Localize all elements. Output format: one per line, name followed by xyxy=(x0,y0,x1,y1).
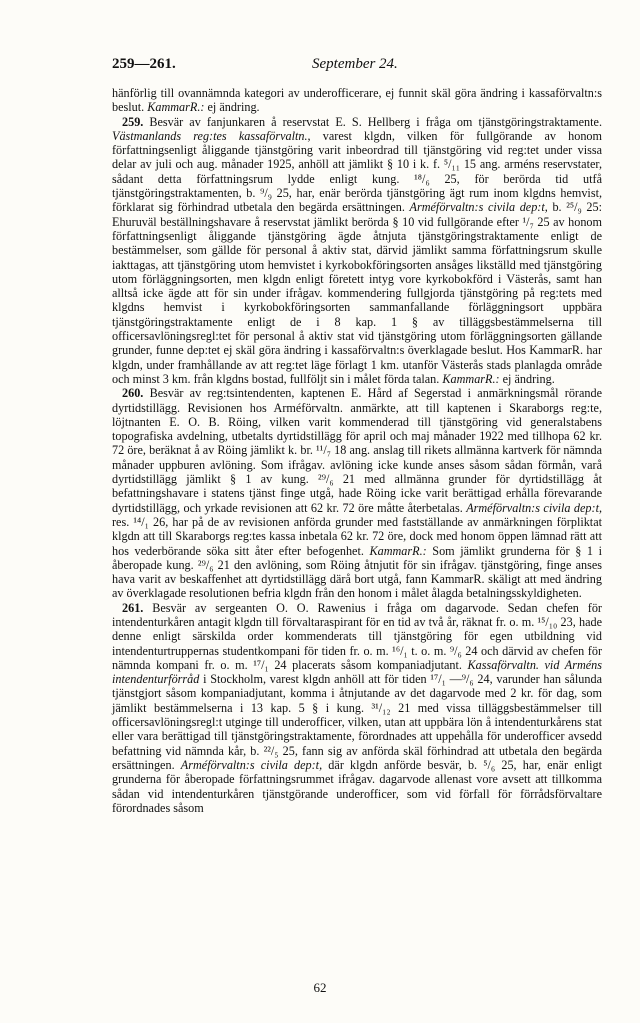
italic-text: KammarR.: xyxy=(369,543,427,558)
text-run: Som jämlikt grunderna för § 1 i åberopade kung. ²⁹/₆ 21 den avlöning, som Röing åtnjutit för sin ifrågav. tjänstgöring, finge anses hava varit av beskaffenhet att dyrtidstillägg därå bort utgå, fann KammarR. skäligt att med ändring av överklagade resolutionen befria klgdn från den honom i målet ålagda betalningsskyldigheten. xyxy=(112,543,602,601)
text-run: ej ändring. xyxy=(204,100,260,115)
section-number: 261. xyxy=(122,600,144,615)
page-number: 62 xyxy=(313,980,327,995)
page-header xyxy=(112,56,602,82)
italic-text: Kassaförvaltn. vid Arméns intendenturförråd xyxy=(112,657,602,687)
text-run: hänförlig till ovannämnda kategori av underofficerare, ej funnit skäl göra ändring i kassaförvaltn:s beslut. xyxy=(112,86,602,115)
paragraph xyxy=(112,86,602,115)
italic-text: KammarR.: xyxy=(442,371,500,386)
paragraph xyxy=(112,115,602,387)
section-number: 259. xyxy=(122,114,144,129)
body-text xyxy=(112,86,602,815)
text-run: b. ²⁵/₉ 25: Ehuruväl beställningshavare å reservstat jämlikt berörda § 10 vid fullgörande efter ¹/₇ 25 av honom författningsenligt åliggande tjänstgöring ägde åtnjuta tjänstgöringstraktamente enligt de bestämmelser, som gällde för personal å aktiv stat, därvid jämlikt samma författningsrum skulle iakttagas, att tjänstgöring utom hemvistet i kyrkobokföringsorten ansåges likställd med tjänstgöring utom förläggningsorten, men klgdn enligt företett intyg vore kyrkobokförd i Västerås, samt han alltså icke ägde att för sin under ifrågav. kommendering fullgjorda tjänstgöring på reg:tets med klgdns hemvist i kyrkobokföringsorten sammanfallande förläggningsort uppbära tjänstgöringstraktamente enligt de i 8 kap. 1 § av tilläggsbestämmelserna till officersavlöningsregl:tet för personal å aktiv stat vid tjänstgöring utom förläggningsorten gällande grunder, funne dep:tet ej skäl göra ändring i kassaförvaltn:s överklagade beslut. Hos KammarR. har klgdn, under framhållande av att reg:tet läge förlagt 1 km. utanför Västerås stads planlagda område och minst 3 km. från klgdns bostad, fullföljt sin i målet förda talan. xyxy=(112,200,603,386)
italic-text: Västmanlands reg:tes kassaförvaltn., xyxy=(112,128,311,143)
paragraph xyxy=(112,601,602,815)
italic-text: Arméförvaltn:s civila dep:t, xyxy=(180,757,323,772)
section-number: 260. xyxy=(122,386,144,401)
text-run: Besvär av fanjunkaren å reservstat E. S. Hellberg i fråga om tjänstgöringstraktamente. xyxy=(143,114,602,129)
paragraph xyxy=(112,386,602,600)
italic-text: Arméförvaltn:s civila dep:t, xyxy=(409,200,548,215)
page-date: September 24. xyxy=(312,56,398,72)
text-run: Besvär av sergeanten O. O. Rawenius i fråga om dagarvode. Sedan chefen för intendenturkåren antagit klgdn till förvaltaraspirant för en tid av två år, räknat fr. o. m. ¹⁵/₁₀ 23, hade denne enligt särskilda order kommenderats till tjänstgöring för egen utbildning vid intendenturtruppernas studentkompani för tiden fr. o. m. ¹⁶/₁ t. o. m. ⁹/₆ 24 och därvid av chefen för nämnda kompani fr. o. m. ¹⁷/₁ 24 placerats såsom kompaniadjutant. xyxy=(112,600,602,672)
text-run: Besvär av reg:tsintendenten, kaptenen E. Hård af Segerstad i anmärkningsmål rörande dyrtidstillägg. Revisionen hos Arméförvaltn. anmärkte, att till kaptenen i Skaraborgs reg:te, löjtnanten E. O. B. Röing, vilken varit kommenderad till tjänstgöring vid generalstabens topografiska avdelning, utbetalts dyrtidstillägg för april och maj månader 1922 med tillhopa 62 kr. 72 öre, beräknat å av Röing jämlikt k. br. ¹¹/₇ 18 ang. anslag till rikets allmänna kartverk för nämnda månader uppburen avlöning. Som ifrågav. avlöning icke kunde anses såsom sådan förmån, varå dyrtidstillägg jämlikt § 1 av kung. ²⁹/₆ 21 med allmänna grunder för dyrtidstillägg åt befattningshavare i statens tjänst finge utgå, hade Röing icke varit berättigad erhålla förevarande dyrtidstillägg, och yrkade revisionen att 62 kr. 72 öre måtte återbetalas. xyxy=(112,386,602,515)
section-range: 259—261. xyxy=(112,56,176,72)
text-run: där klgdn anförde besvär, b. ⁵/₆ 25, har, enär enligt grunderna för åberopade författningsrummet ifrågav. dagarvode allenast vore avsett att tillkomma sådan vid intendenturkåren tjänstgörande underofficer, som vid förfall för förrådsförvaltare förordnades såsom xyxy=(112,757,602,815)
italic-text: Arméförvaltn:s civila dep:t, xyxy=(466,500,603,515)
text-run: i Stockholm, varest klgdn anhöll att för tiden ¹⁷/₁ —⁹/₆ 24, varunder han sålunda tjänstgjort såsom kompaniadjutant, komma i åtnjutande av det dagarvode med 2 kr. för dag, som jämlikt bestämmelserna i 13 kap. 5 § i kung. ³¹/₁₂ 21 med vissa tilläggsbestämmelser till officersavlöningsregl:t utginge till underofficer, vilken, utan att uppbära lön å intendenturkårens stat eller vara berättigad till tjänstgöringstraktamente, förordnades att uppehålla för underofficer avsedd befattning vid nämnda kår, b. ²²/₅ 25, fann sig av anförda skäl förhindrad att utbetala den begärda ersättningen. xyxy=(112,672,602,772)
italic-text: KammarR.: xyxy=(147,100,205,115)
text-run: res. ¹⁴/₁ 26, har på de av revisionen anförda grunder med fastställande av anmärkningen förpliktat klgdn att till Skaraborgs reg:tes kassa inbetala 62 kr. 72 öre, dock med honom öppen lämnad rätt att hos vederbörande söka sitt åter efter befogenhet. xyxy=(112,514,602,558)
text-run: ej ändring. xyxy=(499,371,555,386)
text-run: varest klgdn, vilken för fullgörande av honom författningsenligt åliggande tjänstgöring varit inbeordrad till tjänstgöring vid reg:tet under vissa delar av juli och aug. månader 1925, anhöll att jämlikt § 10 i k. f. ⁵/₁₁ 15 ang. arméns reservstater, sådant detta författningsrum lydde enligt kung. ¹⁸/₆ 25, för berörda tid utfå tjänstgöringstraktamenten, b. ⁹/₉ 25, har, enär berörda tjänstgöring ägt rum inom klgdns hemvist, förklarat sig förhindrad utbetala den begärda ersättningen. xyxy=(112,128,602,215)
